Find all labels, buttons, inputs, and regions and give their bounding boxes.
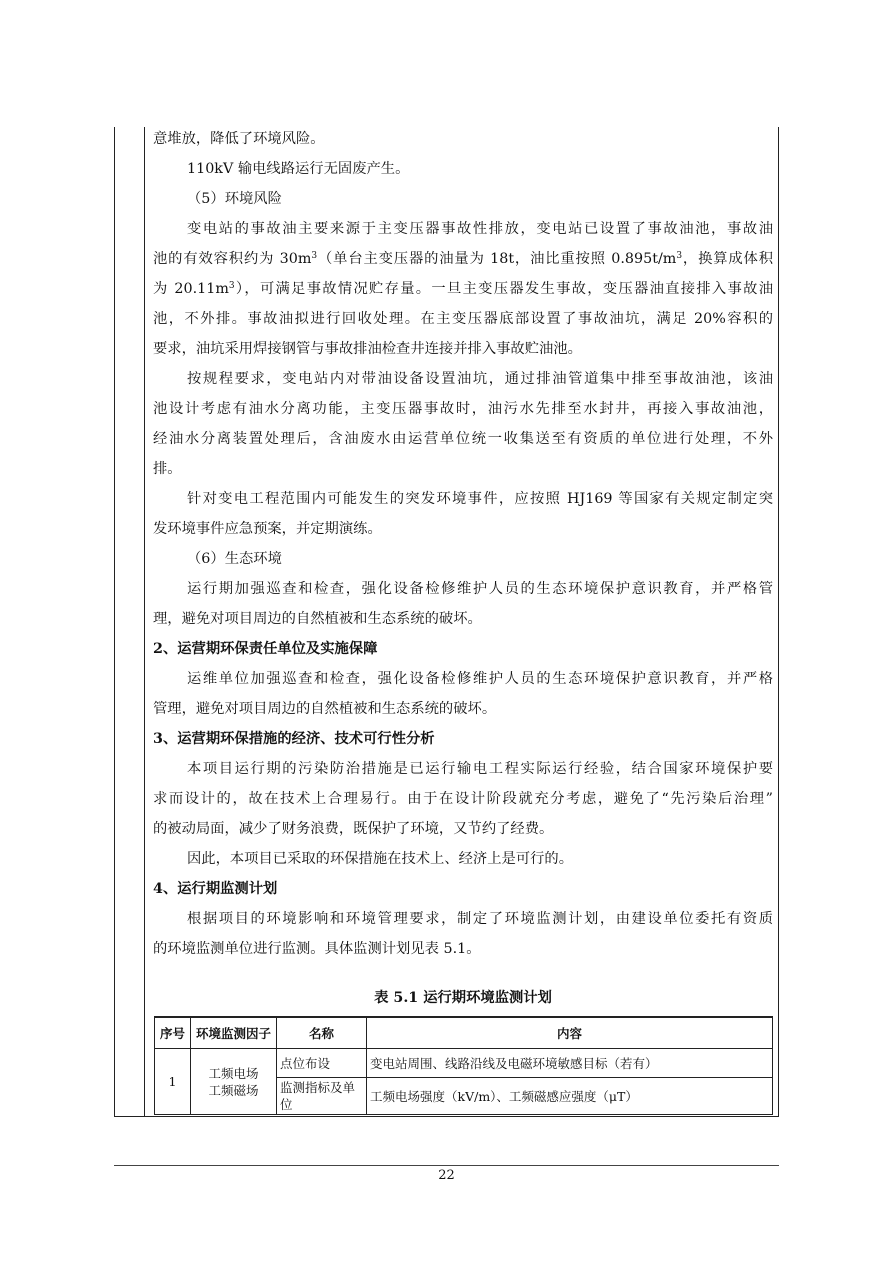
table-caption: 表 5.1 运行期环境监测计划: [374, 990, 552, 1006]
text-line: 意堆放，降低了环境风险。: [153, 131, 325, 147]
name-cell: 监测指标及单位: [277, 1078, 367, 1115]
text-line: 经油水分离装置处理后，含油废水由运营单位统一收集送至有资质的单位进行处理，不外: [153, 431, 773, 447]
text-line: 变电站的事故油主要来源于主变压器事故性排放，变电站已设置了事故油池，事故油: [187, 221, 773, 237]
section-heading: 3、运营期环保措施的经济、技术可行性分析: [153, 731, 435, 747]
content-cell: 工频电场强度（kV/m）、工频磁感应强度（μT）: [367, 1078, 773, 1115]
text-line: 按规程要求，变电站内对带油设备设置油坑，通过排油管道集中排至事故油池，该油: [187, 371, 773, 387]
text-line: （5）环境风险: [187, 191, 282, 207]
footer-rule: [114, 1165, 779, 1166]
content-frame: [114, 127, 779, 1117]
text-line: 求而设计的，故在技术上合理易行。由于在设计阶段就充分考虑，避免了“先污染后治理”: [153, 791, 773, 807]
text-line: 本项目运行期的污染防治措施是已运行输电工程实际运行经验，结合国家环境保护要: [187, 761, 773, 777]
row-number: 1: [155, 1049, 191, 1115]
text-line: （6）生态环境: [187, 551, 282, 567]
text-line: 要求，油坑采用焊接钢管与事故排油检查井连接并排入事故贮油池。: [153, 341, 582, 357]
header-cell: 序号: [155, 1017, 191, 1049]
name-cell: 点位布设: [277, 1049, 367, 1078]
page-number: 22: [438, 1168, 455, 1183]
text-line: 为 $20.11m^3$），可满足事故情况贮存量。一旦主变压器发生事故，变压器油直接排入事故油: [153, 281, 773, 297]
text-line: 110kV 输电线路运行无固废产生。: [187, 161, 410, 177]
text-line: 的环境监测单位进行监测。具体监测计划见表 5.1。: [153, 941, 481, 957]
text-line: 根据项目的环境影响和环境管理要求，制定了环境监测计划，由建设单位委托有资质: [187, 911, 773, 927]
text-line: 管理，避免对项目周边的自然植被和生态系统的破坏。: [153, 701, 497, 717]
text-line: 池设计考虑有油水分离功能，主变压器事故时，油污水先排至水封井，再接入事故油池，: [153, 401, 773, 417]
section-heading: 2、运营期环保责任单位及实施保障: [153, 641, 378, 657]
text-line: 运维单位加强巡查和检查，强化设备检修维护人员的生态环境保护意识教育，并严格: [187, 671, 773, 687]
text-line: 发环境事件应急预案，并定期演练。: [153, 521, 382, 537]
header-cell: 环境监测因子: [191, 1017, 277, 1049]
content-cell: 变电站周围、线路沿线及电磁环境敏感目标（若有）: [367, 1049, 773, 1078]
text-line: 排。: [153, 461, 182, 477]
text-line: 理，避免对项目周边的自然植被和生态系统的破坏。: [153, 611, 482, 627]
section-heading: 4、运行期监测计划: [153, 881, 278, 897]
table-header-row: [155, 1017, 773, 1049]
text-line: 池的有效容积约为 $30m^3$（单台主变压器的油量为 18t，油比重按照 $0.895t/m^3$，换算成体积: [153, 251, 774, 267]
monitoring-plan-table: [154, 1016, 773, 1115]
header-cell: 内容: [367, 1017, 773, 1049]
factor-cell: 工频电场 工频磁场: [191, 1049, 277, 1115]
text-line: 运行期加强巡查和检查，强化设备检修维护人员的生态环境保护意识教育，并严格管: [187, 581, 773, 597]
left-column: [115, 127, 145, 1116]
table-row: [155, 1049, 773, 1078]
text-line: 池，不外排。事故油拟进行回收处理。在主变压器底部设置了事故油坑，满足 20%容积的: [153, 311, 773, 327]
text-line: 针对变电工程范围内可能发生的突发环境事件，应按照 HJ169 等国家有关规定制定突: [187, 491, 773, 507]
text-line: 因此，本项目已采取的环保措施在技术上、经济上是可行的。: [187, 851, 574, 867]
text-line: 的被动局面，减少了财务浪费，既保护了环境，又节约了经费。: [153, 821, 554, 837]
header-cell: 名称: [277, 1017, 367, 1049]
